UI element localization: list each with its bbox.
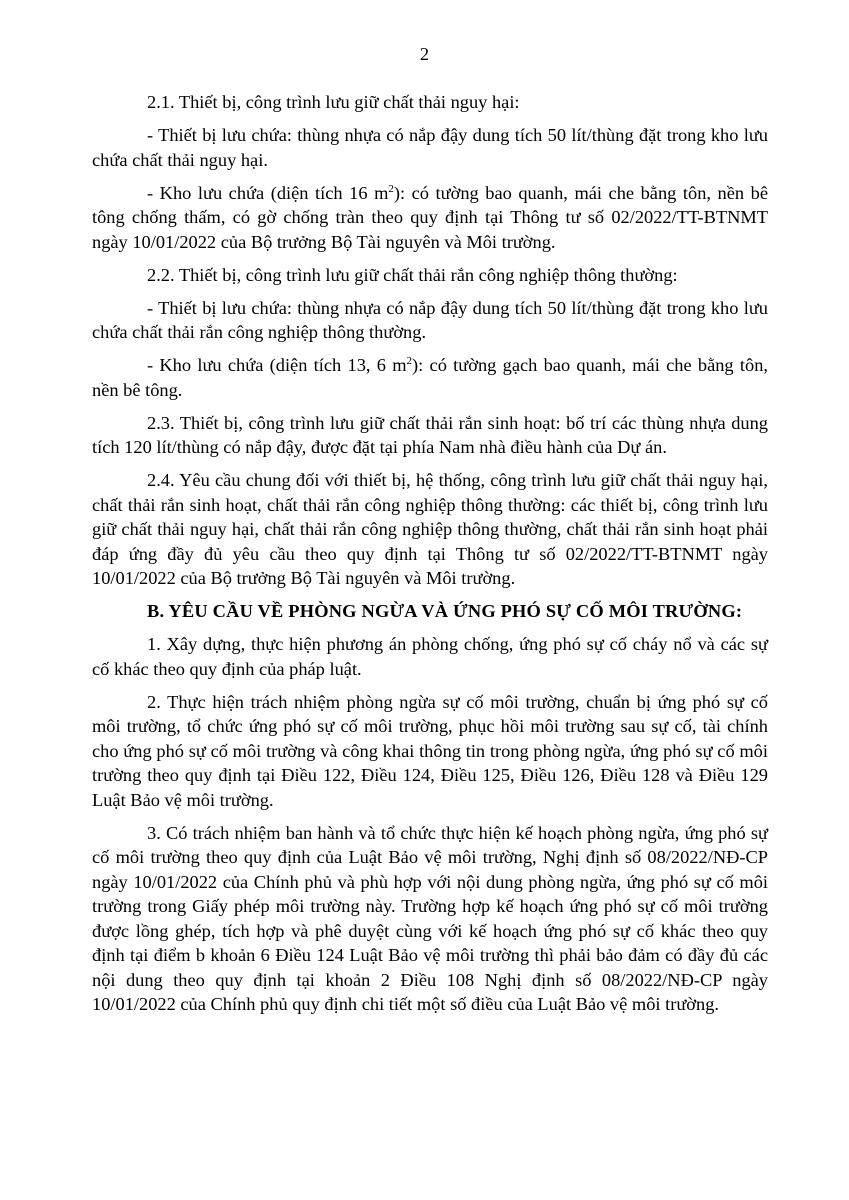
section-b-item-1: 1. Xây dựng, thực hiện phương án phòng chống, ứng phó sự cố cháy nổ và các sự cố khác theo quy định của pháp luật. [92,634,768,679]
section-b-item-3: 3. Có trách nhiệm ban hành và tổ chức thực hiện kế hoạch phòng ngừa, ứng phó sự cố môi trường theo quy định của Luật Bảo vệ môi trường, Nghị định số 08/2022/NĐ-CP ngày 10/01/2022 của Chính phủ và phù hợp với nội dung phòng ngừa, ứng phó sự cố môi trường trong Giấy phép môi trường này. Trường hợp kế hoạch ứng phó sự cố môi trường được lồng ghép, tích hợp và phê duyệt cùng với kế hoạch ứng phó sự cố khác theo quy định tại điểm b khoản 6 Điều 124 Luật Bảo vệ môi trường thì phải bảo đảm có đầy đủ các nội dung theo quy định tại khoản 2 Điều 108 Nghị định số 08/2022/NĐ-CP ngày 10/01/2022 của Chính phủ quy định chi tiết một số điều của Luật Bảo vệ môi trường. [92,822,768,1014]
paragraph-2-1-storage-warehouse [92,181,768,255]
paragraph-2-4: 2.4. Yêu cầu chung đối với thiết bị, hệ thống, công trình lưu giữ chất thải nguy hại, chất thải rắn sinh hoạt, chất thải rắn công nghiệp thông thường: các thiết bị, công trình lưu giữ chất thải nguy hại, chất thải rắn công nghiệp thông thường, chất thải rắn sinh hoạt phải đáp ứng đầy đủ yêu cầu theo quy định tại Thông tư số 02/2022/TT-BTNMT ngày 10/01/2022 của Bộ trưởng Bộ Tài nguyên và Môi trường. [92,470,768,588]
paragraph-2-3: 2.3. Thiết bị, công trình lưu giữ chất thải rắn sinh hoạt: bố trí các thùng nhựa dung tích 120 lít/thùng có nắp đậy, được đặt tại phía Nam nhà điều hành của Dự án. [92,412,768,457]
paragraph-2-2-storage-warehouse [92,353,768,402]
document-body [92,90,768,1025]
paragraph-2-1-storage-equipment: - Thiết bị lưu chứa: thùng nhựa có nắp đậy dung tích 50 lít/thùng đặt trong kho lưu chứa chất thải nguy hại. [92,125,768,170]
paragraph-2-1-heading: 2.1. Thiết bị, công trình lưu giữ chất thải nguy hại: [147,92,520,112]
paragraph-2-2-warehouse-before: - Kho lưu chứa (diện tích 13, 6 m [147,355,407,375]
page-number: 2 [419,44,430,64]
section-b-item-2: 2. Thực hiện trách nhiệm phòng ngừa sự cố môi trường, chuẩn bị ứng phó sự cố môi trường, tổ chức ứng phó sự cố môi trường, phục hồi môi trường sau sự cố, tài chính cho ứng phó sự cố môi trường và công khai thông tin trong phòng ngừa, ứng phó sự cố môi trường theo quy định tại Điều 122, Điều 124, Điều 125, Điều 126, Điều 128 và Điều 129 Luật Bảo vệ môi trường. [92,691,768,810]
paragraph-2-2-heading: 2.2. Thiết bị, công trình lưu giữ chất thải rắn công nghiệp thông thường: [147,264,678,285]
superscript-two: 2 [406,354,413,367]
paragraph-2-2-warehouse-after: ): có tường gạch bao quanh, mái che bằng tôn, nền bê tông. [92,355,768,400]
superscript-two: 2 [388,182,394,195]
paragraph-2-1-warehouse-after: ): có tường bao quanh, mái che bằng tôn, nền bê tông chống thấm, có gờ chống tràn theo quy định tại Thông tư số 02/2022/TT-BTNMT ngày 10/01/2022 của Bộ trưởng Bộ Tài nguyên và Môi trường. [92,182,768,252]
paragraph-2-2-storage-equipment: - Thiết bị lưu chứa: thùng nhựa có nắp đậy dung tích 50 lít/thùng đặt trong kho lưu chứa chất thải rắn công nghiệp thông thường. [92,297,768,342]
section-b-heading: B. YÊU CẦU VỀ PHÒNG NGỪA VÀ ỨNG PHÓ SỰ CỐ MÔI TRƯỜNG: [147,601,743,621]
paragraph-2-1-warehouse-before: - Kho lưu chứa (diện tích 16 m [147,182,389,203]
